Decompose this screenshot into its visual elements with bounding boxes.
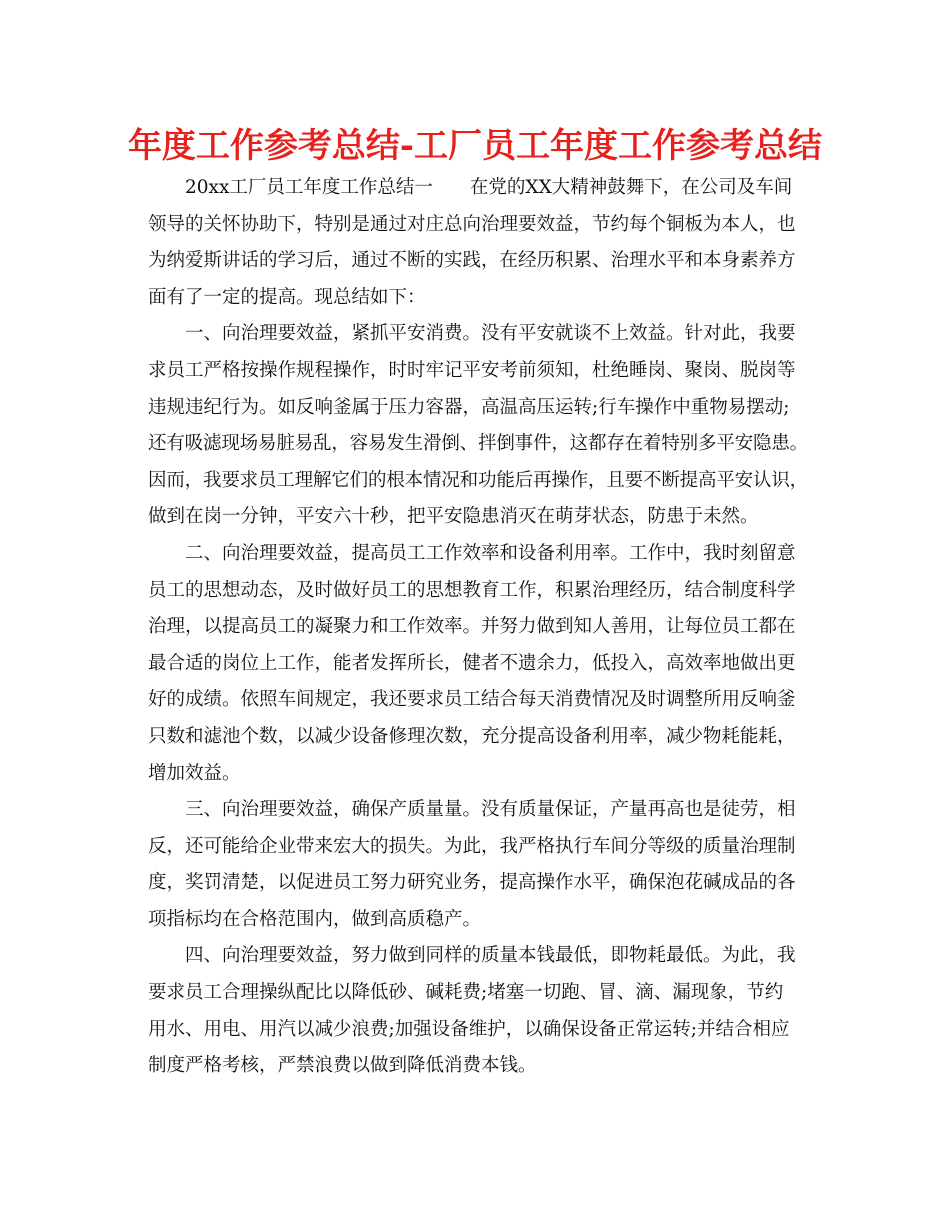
body-line: 为纳爱斯讲话的学习后，通过不断的实践，在经历积累、治理水平和本身素养方 — [148, 250, 796, 272]
body-line: 治理，以提高员工的凝聚力和工作效率。并努力做到知人善用，让每位员工都在 — [148, 616, 796, 638]
body-line: 只数和滤池个数，以减少设备修理次数，充分提高设备利用率，减少物耗能耗， — [148, 725, 796, 747]
body-line: 用水、用电、用汽以减少浪费;加强设备维护，以确保设备正常运转;并结合相应 — [148, 1018, 790, 1040]
document-title: 年度工作参考总结-工厂员工年度工作参考总结 — [127, 126, 823, 166]
body-line: 二、向治理要效益，提高员工工作效率和设备利用率。工作中，我时刻留意 — [185, 542, 796, 564]
body-line: 度，奖罚清楚，以促进员工努力研究业务，提高操作水平，确保泡花碱成品的各 — [148, 872, 796, 894]
body-line: 要求员工合理操纵配比以降低砂、碱耗费;堵塞一切跑、冒、滴、漏现象，节约 — [148, 982, 784, 1004]
body-line: 一、向治理要效益，紧抓平安消费。没有平安就谈不上效益。针对此，我要 — [185, 323, 796, 345]
body-line: 20xx工厂员工年度工作总结一 在党的XX大精神鼓舞下，在公司及车间 — [185, 177, 793, 198]
body-line: 求员工严格按操作规程操作，时时牢记平安考前须知，杜绝睡岗、聚岗、脱岗等 — [148, 359, 796, 381]
body-line: 员工的思想动态，及时做好员工的思想教育工作，积累治理经历，结合制度科学 — [148, 579, 796, 601]
body-line: 面有了一定的提高。现总结如下： — [148, 286, 426, 308]
body-line: 最合适的岗位上工作，能者发挥所长，健者不遗余力，低投入，高效率地做出更 — [148, 652, 796, 674]
body-line: 项指标均在合格范围内，做到高质稳产。 — [148, 908, 482, 930]
document-body — [148, 170, 808, 1085]
body-line: 还有吸滤现场易脏易乱，容易发生滑倒、拌倒事件，这都存在着特别多平安隐患。 — [148, 433, 808, 455]
body-line: 做到在岗一分钟，平安六十秒，把平安隐患消灭在萌芽状态，防患于未然。 — [148, 506, 759, 528]
body-line: 好的成绩。依照车间规定，我还要求员工结合每天消费情况及时调整所用反响釜 — [148, 689, 796, 711]
body-line: 制度严格考核，严禁浪费以做到降低消费本钱。 — [148, 1055, 537, 1077]
body-line: 增加效益。 — [148, 762, 241, 784]
body-line: 违规违纪行为。如反响釜属于压力容器，高温高压运转;行车操作中重物易摆动; — [148, 396, 790, 418]
body-line: 反，还可能给企业带来宏大的损失。为此，我严格执行车间分等级的质量治理制 — [148, 835, 796, 857]
body-line: 三、向治理要效益，确保产质量量。没有质量保证，产量再高也是徒劳，相 — [185, 799, 796, 821]
body-line: 四、向治理要效益，努力做到同样的质量本钱最低，即物耗最低。为此，我 — [185, 945, 796, 967]
body-line: 因而，我要求员工理解它们的根本情况和功能后再操作，且要不断提高平安认识， — [148, 469, 808, 491]
body-line: 领导的关怀协助下，特别是通过对庄总向治理要效益，节约每个铜板为本人，也 — [148, 213, 796, 235]
